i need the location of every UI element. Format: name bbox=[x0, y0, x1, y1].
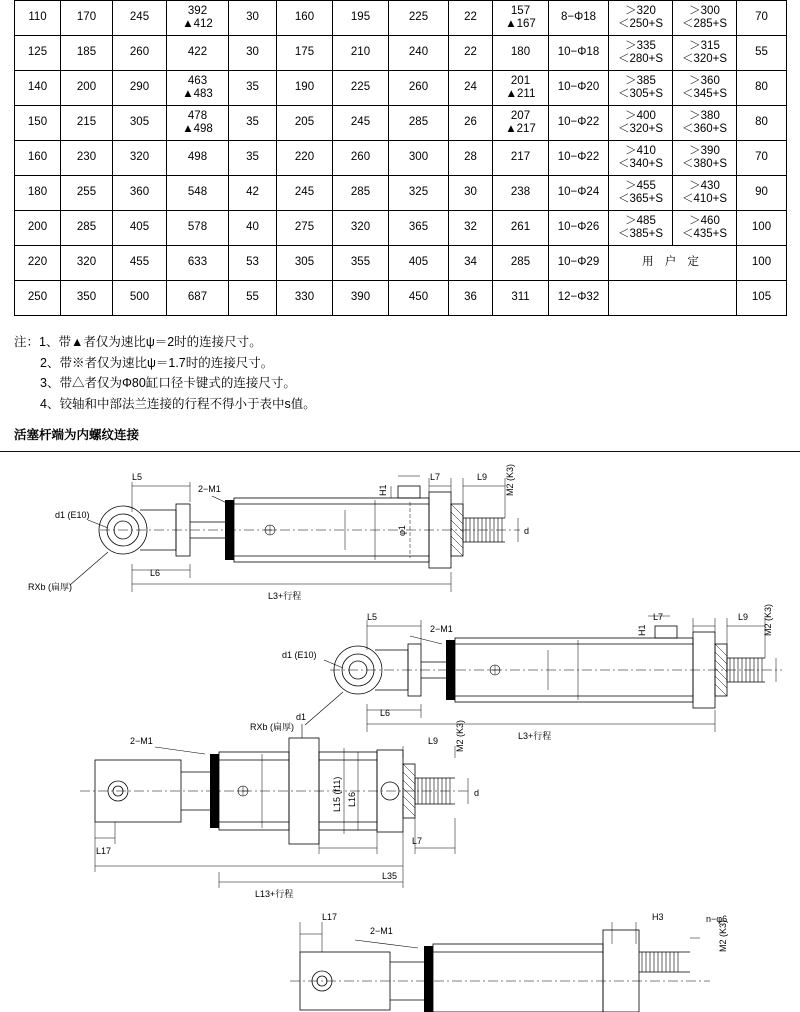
table-cell: 633 bbox=[167, 246, 229, 281]
table-cell: 225 bbox=[333, 71, 389, 106]
table-cell: 311 bbox=[493, 281, 549, 316]
table-cell: ＞410 ＜340+S bbox=[609, 141, 673, 176]
table-cell: 190 bbox=[277, 71, 333, 106]
table-cell: 285 bbox=[61, 211, 113, 246]
table-cell: 36 bbox=[449, 281, 493, 316]
table-cell: ＞390 ＜380+S bbox=[673, 141, 737, 176]
table-cell: 392 ▲412 bbox=[167, 1, 229, 36]
fig1-label-M2: M2 (K3) bbox=[505, 463, 515, 496]
table-cell: 180 bbox=[15, 176, 61, 211]
table-cell: 305 bbox=[277, 246, 333, 281]
table-cell: 185 bbox=[61, 36, 113, 71]
table-cell: 26 bbox=[449, 106, 493, 141]
fig3-label-L16: L16 bbox=[347, 791, 357, 807]
table-cell: 28 bbox=[449, 141, 493, 176]
fig1-label-L6: L6 bbox=[150, 567, 161, 578]
note-line-1: 注：1、带▲者仅为速比ψ＝2时的连接尺寸。 bbox=[14, 335, 262, 349]
fig2-label-RXb: RXb (扁厚) bbox=[250, 721, 295, 732]
technical-drawings bbox=[0, 451, 800, 1012]
table-cell: 275 bbox=[277, 211, 333, 246]
fig3-label-d1: d1 bbox=[296, 711, 307, 722]
table-cell: ＞315 ＜320+S bbox=[673, 36, 737, 71]
fig1-label-RXb: RXb (扁厚) bbox=[28, 581, 73, 592]
table-cell: 70 bbox=[737, 141, 787, 176]
table-cell: 100 bbox=[737, 246, 787, 281]
table-cell: 10−Φ26 bbox=[549, 211, 609, 246]
fig3-label-L9: L9 bbox=[428, 735, 439, 746]
table-cell: 245 bbox=[113, 1, 167, 36]
table-cell: 10−Φ22 bbox=[549, 141, 609, 176]
notes-block bbox=[14, 332, 800, 415]
table-cell: ＞320 ＜250+S bbox=[609, 1, 673, 36]
fig3-label-L35: L35 bbox=[382, 870, 398, 881]
table-cell: 160 bbox=[277, 1, 333, 36]
table-cell: 40 bbox=[229, 211, 277, 246]
table-cell: 422 bbox=[167, 36, 229, 71]
table-cell: 110 bbox=[15, 1, 61, 36]
note-line-2: 2、带※者仅为速比ψ＝1.7时的连接尺寸。 bbox=[40, 355, 274, 370]
fig4-label-M2: M2 (K3) bbox=[718, 919, 728, 952]
table-cell: 245 bbox=[277, 176, 333, 211]
table-cell: 405 bbox=[389, 246, 449, 281]
table-cell: 10−Φ20 bbox=[549, 71, 609, 106]
table-cell: 478 ▲498 bbox=[167, 106, 229, 141]
table-row bbox=[15, 246, 787, 281]
table-cell: 548 bbox=[167, 176, 229, 211]
table-cell: 157 ▲167 bbox=[493, 1, 549, 36]
table-cell: 390 bbox=[333, 281, 389, 316]
table-cell: 34 bbox=[449, 246, 493, 281]
table-cell: 498 bbox=[167, 141, 229, 176]
fig4-label-L17: L17 bbox=[322, 911, 338, 922]
fig4-label-nphi6: n−φ6 bbox=[706, 913, 728, 924]
table-cell: ＞335 ＜280+S bbox=[609, 36, 673, 71]
table-cell bbox=[609, 281, 737, 316]
table-cell: 170 bbox=[61, 1, 113, 36]
fig3-label-L15: L15 (f11) bbox=[332, 776, 342, 812]
table-cell: 80 bbox=[737, 106, 787, 141]
table-cell: 200 bbox=[15, 211, 61, 246]
table-cell: 405 bbox=[113, 211, 167, 246]
dimension-table bbox=[14, 0, 787, 316]
table-cell: 125 bbox=[15, 36, 61, 71]
table-cell: 10−Φ29 bbox=[549, 246, 609, 281]
table-cell: 365 bbox=[389, 211, 449, 246]
table-cell: 250 bbox=[15, 281, 61, 316]
table-cell: ＞300 ＜285+S bbox=[673, 1, 737, 36]
table-cell: 10−Φ24 bbox=[549, 176, 609, 211]
table-row bbox=[15, 36, 787, 71]
fig1-label-d1: d1 (E10) bbox=[55, 509, 90, 520]
table-cell: 42 bbox=[229, 176, 277, 211]
table-cell: 220 bbox=[15, 246, 61, 281]
table-cell: 305 bbox=[113, 106, 167, 141]
fig3-label-2M1: 2−M1 bbox=[130, 735, 153, 746]
table-cell: 30 bbox=[229, 36, 277, 71]
table-cell: 285 bbox=[389, 106, 449, 141]
table-cell: 500 bbox=[113, 281, 167, 316]
table-cell: 35 bbox=[229, 106, 277, 141]
table-cell: 30 bbox=[449, 176, 493, 211]
table-cell: 8−Φ18 bbox=[549, 1, 609, 36]
table-cell: 175 bbox=[277, 36, 333, 71]
table-row bbox=[15, 211, 787, 246]
table-cell: 360 bbox=[113, 176, 167, 211]
table-cell: 207 ▲217 bbox=[493, 106, 549, 141]
table-cell: 320 bbox=[113, 141, 167, 176]
table-cell: 90 bbox=[737, 176, 787, 211]
fig1-label-L7: L7 bbox=[430, 471, 441, 482]
table-cell: 300 bbox=[389, 141, 449, 176]
table-cell: 290 bbox=[113, 71, 167, 106]
table-cell: 24 bbox=[449, 71, 493, 106]
fig3-label-d: d bbox=[474, 787, 480, 798]
table-cell: 238 bbox=[493, 176, 549, 211]
fig1-label-phi1: φ1 bbox=[397, 524, 407, 536]
table-cell: ＞485 ＜385+S bbox=[609, 211, 673, 246]
table-cell: 463 ▲483 bbox=[167, 71, 229, 106]
table-cell: 53 bbox=[229, 246, 277, 281]
table-cell: ＞455 ＜365+S bbox=[609, 176, 673, 211]
table-cell: 150 bbox=[15, 106, 61, 141]
table-cell: 55 bbox=[229, 281, 277, 316]
fig2-label-M2: M2 (K3) bbox=[763, 603, 773, 636]
table-cell: 255 bbox=[61, 176, 113, 211]
table-cell: 35 bbox=[229, 71, 277, 106]
table-cell: 55 bbox=[737, 36, 787, 71]
table-row bbox=[15, 176, 787, 211]
table-cell: 320 bbox=[333, 211, 389, 246]
fig2-label-L6: L6 bbox=[380, 707, 391, 718]
table-row bbox=[15, 71, 787, 106]
table-cell: 22 bbox=[449, 1, 493, 36]
table-cell: 325 bbox=[389, 176, 449, 211]
table-cell: 260 bbox=[333, 141, 389, 176]
fig3-label-M2: M2 (K3) bbox=[455, 719, 465, 752]
table-cell: 195 bbox=[333, 1, 389, 36]
table-cell: 30 bbox=[229, 1, 277, 36]
fig4-label-H3: H3 bbox=[652, 911, 664, 922]
fig2-label-L3: L3+行程 bbox=[518, 730, 552, 741]
fig2-label-2M1: 2−M1 bbox=[430, 623, 453, 634]
table-cell: 22 bbox=[449, 36, 493, 71]
table-cell: 260 bbox=[389, 71, 449, 106]
table-cell: 450 bbox=[389, 281, 449, 316]
note-line-3: 3、带△者仅为Φ80缸口径卡键式的连接尺寸。 bbox=[40, 376, 296, 391]
table-cell: 687 bbox=[167, 281, 229, 316]
fig2-label-L7: L7 bbox=[653, 611, 664, 622]
fig1-label-2M1: 2−M1 bbox=[198, 483, 221, 494]
table-cell: 240 bbox=[389, 36, 449, 71]
table-row bbox=[15, 281, 787, 316]
table-cell: 205 bbox=[277, 106, 333, 141]
table-cell: 320 bbox=[61, 246, 113, 281]
fig4-label-2M1: 2−M1 bbox=[370, 925, 393, 936]
table-cell: 217 bbox=[493, 141, 549, 176]
fig2-label-L9: L9 bbox=[738, 611, 749, 622]
table-cell: 70 bbox=[737, 1, 787, 36]
table-cell: 80 bbox=[737, 71, 787, 106]
fig2-label-H1: H1 bbox=[637, 623, 647, 636]
table-cell: 260 bbox=[113, 36, 167, 71]
table-cell: 285 bbox=[333, 176, 389, 211]
fig3-label-L17: L17 bbox=[96, 845, 112, 856]
table-cell: 230 bbox=[61, 141, 113, 176]
fig2-label-L5: L5 bbox=[367, 611, 378, 622]
table-cell: 330 bbox=[277, 281, 333, 316]
table-cell: 201 ▲211 bbox=[493, 71, 549, 106]
table-cell: 220 bbox=[277, 141, 333, 176]
table-cell: 180 bbox=[493, 36, 549, 71]
fig3-label-L13: L13+行程 bbox=[255, 888, 294, 899]
table-cell: 210 bbox=[333, 36, 389, 71]
table-row bbox=[15, 106, 787, 141]
fig1-label-H1: H1 bbox=[378, 483, 388, 496]
fig1-label-d: d bbox=[524, 525, 530, 536]
table-cell: 261 bbox=[493, 211, 549, 246]
table-cell: ＞385 ＜305+S bbox=[609, 71, 673, 106]
table-cell: 578 bbox=[167, 211, 229, 246]
table-cell: 10−Φ18 bbox=[549, 36, 609, 71]
table-cell: 140 bbox=[15, 71, 61, 106]
table-cell: 12−Φ32 bbox=[549, 281, 609, 316]
table-cell: 225 bbox=[389, 1, 449, 36]
section-subtitle: 活塞杆端为内螺纹连接 bbox=[14, 427, 140, 442]
fig2-label-d1: d1 (E10) bbox=[282, 649, 317, 660]
table-cell: 355 bbox=[333, 246, 389, 281]
table-cell: 350 bbox=[61, 281, 113, 316]
table-cell: 100 bbox=[737, 211, 787, 246]
fig1-label-L5: L5 bbox=[132, 471, 143, 482]
table-cell: 105 bbox=[737, 281, 787, 316]
table-cell: ＞360 ＜345+S bbox=[673, 71, 737, 106]
table-cell: 285 bbox=[493, 246, 549, 281]
table-cell: ＞430 ＜410+S bbox=[673, 176, 737, 211]
table-cell: 用 户 定 bbox=[609, 246, 737, 281]
table-cell: ＞400 ＜320+S bbox=[609, 106, 673, 141]
fig1-label-L3: L3+行程 bbox=[268, 590, 302, 601]
table-cell: 245 bbox=[333, 106, 389, 141]
table-cell: 35 bbox=[229, 141, 277, 176]
fig3-label-L7: L7 bbox=[412, 835, 423, 846]
table-row bbox=[15, 1, 787, 36]
table-cell: 32 bbox=[449, 211, 493, 246]
table-cell: 10−Φ22 bbox=[549, 106, 609, 141]
table-cell: 455 bbox=[113, 246, 167, 281]
table-cell: 200 bbox=[61, 71, 113, 106]
fig1-label-L9: L9 bbox=[477, 471, 488, 482]
table-cell: 160 bbox=[15, 141, 61, 176]
table-cell: ＞460 ＜435+S bbox=[673, 211, 737, 246]
table-cell: 215 bbox=[61, 106, 113, 141]
table-row bbox=[15, 141, 787, 176]
note-line-4: 4、铰轴和中部法兰连接的行程不得小于表中s值。 bbox=[40, 396, 316, 411]
table-cell: ＞380 ＜360+S bbox=[673, 106, 737, 141]
